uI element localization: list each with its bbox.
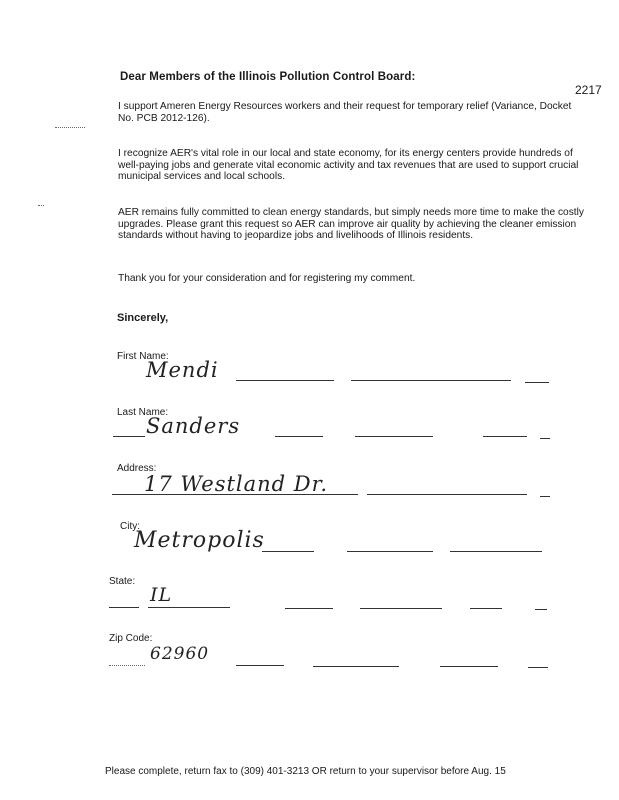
- state-line-2: [148, 607, 230, 608]
- address-value[interactable]: 17 Westland Dr.: [144, 472, 329, 496]
- last-name-line-5: [540, 438, 550, 439]
- city-label: City:: [120, 521, 140, 532]
- last-name-line-3: [355, 436, 433, 437]
- zip-code-line-4: [440, 666, 498, 667]
- city-value[interactable]: Metropolis: [134, 528, 265, 553]
- first-name-line-3: [525, 382, 549, 383]
- state-line-5: [470, 608, 502, 609]
- paragraph-recognize: I recognize AER's vital role in our local and state economy, for its energy centers provide hundreds of well-paying jobs and generate vital economic activity and tax revenues that are used to support crucial municipal services and local schools.: [118, 148, 579, 183]
- zip-code-line-5: [528, 667, 548, 668]
- city-line-3: [450, 551, 542, 552]
- first-name-label: First Name:: [117, 351, 169, 362]
- zip-code-label: Zip Code:: [109, 633, 153, 644]
- address-line-3: [540, 496, 550, 497]
- footer-instructions: Please complete, return fax to (309) 401-3213 OR return to your supervisor before Aug. 15: [105, 766, 506, 777]
- last-name-label: Last Name:: [117, 407, 169, 418]
- paragraph-support: I support Ameren Energy Resources workers and their request for temporary relief (Variance, Docket No. PCB 2012-126).: [118, 101, 572, 124]
- paragraph-thank-you: Thank you for your consideration and for registering my comment.: [118, 273, 416, 284]
- zip-code-value[interactable]: 62960: [150, 644, 210, 664]
- last-name-line-4: [483, 436, 527, 437]
- letter-heading: Dear Members of the Illinois Pollution Control Board:: [120, 71, 416, 83]
- page-number: 2217: [575, 83, 602, 97]
- last-name-line-2: [275, 436, 323, 437]
- address-line-1: [112, 494, 358, 495]
- stray-mark-mid: [38, 205, 44, 206]
- paragraph-committed: AER remains fully committed to clean energy standards, but simply needs more time to make the costly upgrades. Please grant this request so AER can improve air quality by achieving the cleaner emission standards without having to jeopardize jobs and livelihoods of Illinois residents.: [118, 207, 584, 242]
- first-name-line-2: [351, 380, 511, 381]
- state-line-6: [535, 609, 547, 610]
- state-label: State:: [109, 576, 136, 587]
- state-value[interactable]: IL: [150, 584, 173, 606]
- address-label: Address:: [117, 463, 157, 474]
- address-line-2: [367, 494, 527, 495]
- city-line-2: [347, 551, 433, 552]
- zip-code-line-2: [236, 665, 284, 666]
- stray-mark-top: [55, 127, 85, 128]
- state-line-4: [360, 608, 442, 609]
- first-name-line-1: [236, 380, 334, 381]
- zip-code-line-3: [313, 666, 399, 667]
- zip-code-line-1: [109, 665, 145, 666]
- city-line-1: [262, 551, 314, 552]
- closing-sincerely: Sincerely,: [117, 312, 169, 324]
- last-name-value[interactable]: Sanders: [146, 414, 241, 438]
- state-line-1: [109, 607, 139, 608]
- state-line-3: [285, 608, 333, 609]
- last-name-line-1: [113, 436, 145, 437]
- first-name-value[interactable]: Mendi: [146, 358, 219, 382]
